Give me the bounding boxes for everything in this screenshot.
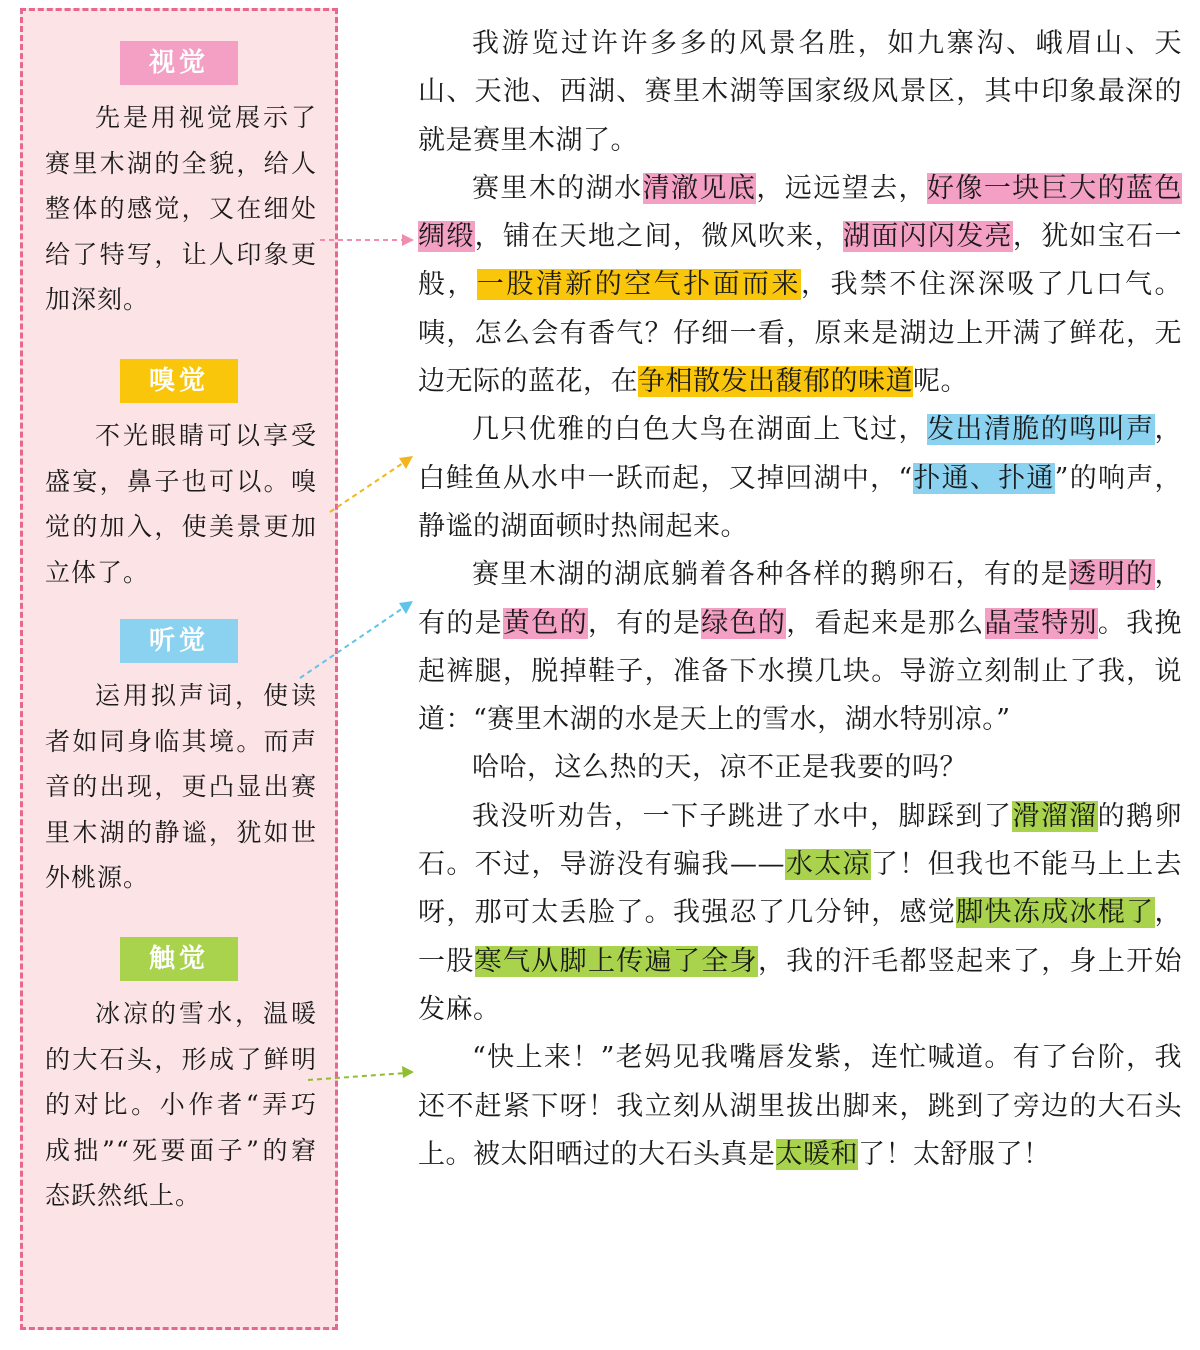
essay-body — [418, 20, 1182, 1179]
touch-highlight: 脚快冻成冰棍了 — [956, 897, 1155, 929]
text-run: ，犹如宝石一般， — [418, 221, 1183, 301]
text-run: 赛里木湖的湖底躺着各种各样的鹅卵石，有的是 — [472, 559, 1070, 591]
text-run: ，白鲑鱼从水中一跃而起，又掉回湖中，“ — [418, 414, 1182, 494]
text-run: ，一股 — [418, 897, 1183, 977]
smell-section — [23, 359, 335, 595]
touch-badge: 触觉 — [120, 937, 238, 981]
touch-note: 冰凉的雪水，温暖的大石头，形成了鲜明的对比。小作者“弄巧成拙”“死要面子”的窘态跃然纸上。 — [45, 999, 317, 1210]
paragraph-3 — [418, 406, 1182, 551]
touch-highlight: 寒气从脚上传遍了全身 — [474, 945, 758, 977]
visual-section — [23, 41, 335, 323]
visual-highlight: 黄色的 — [502, 607, 588, 639]
smell-highlight: 一股清新的空气扑面而来 — [476, 269, 801, 301]
text-run: 了！太舒服了！ — [858, 1138, 1051, 1170]
text-run: 的鹅卵石。不过，导游没有骗我—— — [418, 800, 1182, 881]
text-run: ，远远望去， — [756, 172, 927, 204]
text-run: 了！但我也不能马上上去呀，那可太丢脸了。我强忍了几分钟，感觉 — [418, 849, 1183, 929]
touch-section — [23, 937, 335, 1219]
hearing-note: 运用拟声词，使读者如同身临其境。而声音的出现，更凸显出赛里木湖的静谧，犹如世外桃源。 — [45, 681, 317, 892]
text-run: 。我挽起裤腿，脱掉鞋子，准备下水摸几块。导游立刻制止了我，说道：“赛里木湖的水是天上的雪水，湖水特别凉。” — [418, 607, 1183, 736]
text-run: 我没听劝告，一下子跳进了水中，脚踩到了 — [472, 800, 1013, 832]
hearing-highlight: 发出清脆的鸣叫声 — [927, 414, 1155, 446]
touch-highlight: 水太凉 — [784, 849, 871, 881]
text-run: ，我的汗毛都竖起来了，身上开始发麻。 — [418, 945, 1183, 1025]
text-run: 呢。 — [913, 366, 968, 398]
paragraph-1: 我游览过许许多多的风景名胜，如九寨沟、峨眉山、天山、天池、西湖、赛里木湖等国家级风景区，其中印象最深的就是赛里木湖了。 — [418, 28, 1182, 156]
text-run: “快上来！”老妈见我嘴唇发紫，连忙喊道。有了台阶，我还不赶紧下呀！我立刻从湖里拔出脚来，跳到了旁边的大石头上。被太阳晒过的大石头真是 — [418, 1042, 1182, 1170]
paragraph-4 — [418, 551, 1182, 744]
text-run: ，有的是 — [418, 559, 1182, 639]
text-run: 赛里木的湖水 — [472, 172, 643, 204]
text-run: 几只优雅的白色大鸟在湖面上飞过， — [472, 414, 927, 446]
paragraph-7 — [418, 1034, 1182, 1179]
visual-note: 先是用视觉展示了赛里木湖的全貌，给人整体的感觉，又在细处给了特写，让人印象更加深刻。 — [45, 103, 317, 314]
paragraph-6 — [418, 793, 1182, 1034]
text-run: ，看起来是那么 — [786, 607, 985, 639]
text-run: ，铺在天地之间，微风吹来， — [474, 221, 843, 253]
touch-highlight: 太暖和 — [775, 1138, 858, 1170]
text-run: ”的响声，静谧的湖面顿时热闹起来。 — [418, 462, 1182, 542]
text-run: ，有的是 — [587, 607, 702, 639]
hearing-badge: 听觉 — [120, 619, 238, 663]
visual-highlight: 透明的 — [1069, 559, 1155, 591]
paragraph-2 — [418, 165, 1182, 406]
visual-highlight: 清澈见底 — [642, 172, 757, 204]
annotation-sidebar — [20, 8, 338, 1330]
visual-highlight: 晶莹特别 — [984, 607, 1098, 639]
visual-badge: 视觉 — [120, 41, 238, 85]
touch-highlight: 滑溜溜 — [1012, 800, 1098, 832]
hearing-section — [23, 619, 335, 901]
paragraph-5: 哈哈，这么热的天，凉不正是我要的吗？ — [472, 752, 967, 784]
visual-highlight: 湖面闪闪发亮 — [842, 221, 1013, 253]
smell-badge: 嗅觉 — [120, 359, 238, 403]
visual-highlight: 好像一块巨大的蓝色绸缎 — [418, 172, 1182, 253]
smell-highlight: 争相散发出馥郁的味道 — [638, 366, 913, 398]
smell-note: 不光眼睛可以享受盛宴，鼻子也可以。嗅觉的加入，使美景更加立体了。 — [45, 421, 317, 587]
text-run: ，我禁不住深深吸了几口气。咦，怎么会有香气？仔细一看，原来是湖边上开满了鲜花，无边无际的蓝花，在 — [418, 269, 1183, 398]
visual-highlight: 绿色的 — [701, 607, 787, 639]
smell-arrow — [330, 456, 413, 512]
hearing-highlight: 扑通、扑通 — [912, 462, 1055, 494]
